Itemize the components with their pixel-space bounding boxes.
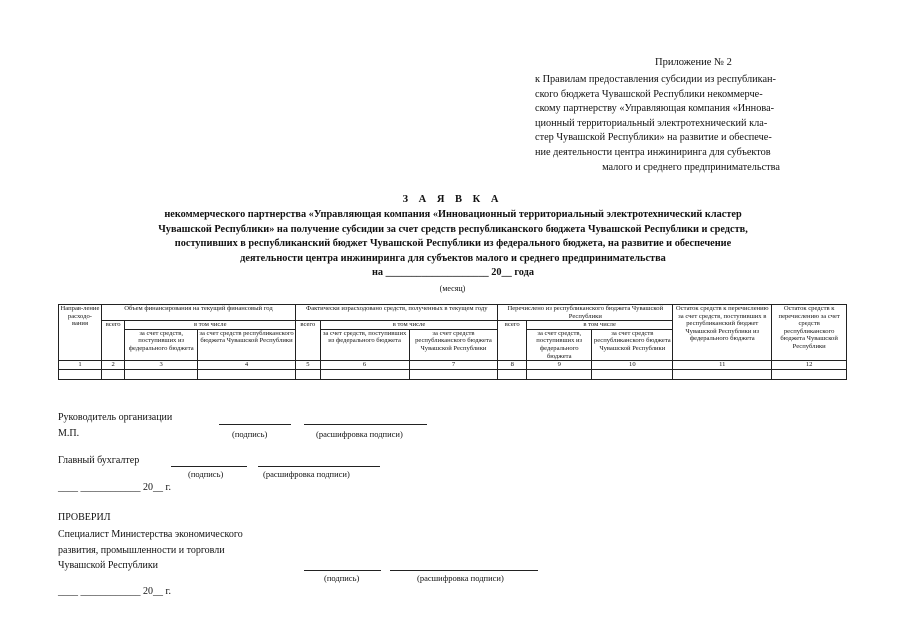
- document-title: З А Я В К А: [402, 194, 503, 205]
- appendix-line: ние деятельности центра инжиниринга для субъектов: [535, 146, 771, 158]
- col-header-total: всего: [296, 321, 321, 361]
- column-number: 7: [409, 361, 498, 370]
- appendix-line: ского бюджета Чувашской Республики некоммерче-: [535, 88, 763, 100]
- col-header-including: в том числе: [527, 321, 673, 330]
- column-number: 2: [101, 361, 125, 370]
- checker-signature-line: [304, 570, 381, 571]
- column-number: 3: [125, 361, 198, 370]
- col-group-spent: Фактически израсходовано средств, полученных в текущем году: [296, 305, 498, 321]
- col-header-republic: за счет средств республиканского бюджета Чувашской Республики: [409, 329, 498, 360]
- column-number: 1: [59, 361, 102, 370]
- col-group-transferred: Перечислено из республиканского бюджета Чувашской Республики: [498, 305, 673, 321]
- column-number: 12: [772, 361, 847, 370]
- col-header-republic: за счет средств республиканского бюджета Чувашской Республики: [197, 329, 295, 360]
- heading-line: поступивших в республиканский бюджет Чувашской Республики из федерального бюджета, на развитие и обеспечение: [174, 238, 732, 250]
- decode-note: (расшифровка подписи): [417, 573, 504, 583]
- decode-note: (расшифровка подписи): [316, 429, 403, 439]
- column-number: 8: [498, 361, 527, 370]
- col-header-including: в том числе: [125, 321, 296, 330]
- col-header-federal: за счет средств, поступивших из федерального бюджета: [320, 329, 409, 360]
- col-header-remaining-republic: Остаток средств к перечислению за счет средств республиканского бюджета Чувашской Республики: [772, 305, 847, 361]
- accountant-label: Главный бухгалтер: [58, 455, 140, 466]
- decode-note: (расшифровка подписи): [263, 469, 350, 479]
- head-decode-line: [304, 424, 427, 425]
- head-signature-line: [219, 424, 291, 425]
- appendix-line: скому партнерству «Управляющая компания «Иннова-: [535, 103, 775, 115]
- appendix-line: к Правилам предоставления субсидии из республикан-: [535, 74, 776, 85]
- signature-note: (подпись): [232, 429, 268, 439]
- appendix-line: малого и среднего предпринимательства: [602, 161, 780, 173]
- signature-note: (подпись): [188, 469, 224, 479]
- specialist-line: Специалист Министерства экономического: [58, 529, 243, 540]
- accountant-decode-line: [258, 466, 380, 467]
- col-header-including: в том числе: [320, 321, 498, 330]
- specialist-block: [58, 527, 243, 574]
- heading-line: Чувашской Республики» на получение субсидии за счет средств республиканского бюджета Чувашской Республики и средств,: [158, 223, 748, 235]
- stamp-label: М.П.: [58, 428, 80, 439]
- column-number: 9: [527, 361, 592, 370]
- specialist-line: развития, промышленности и торговли: [58, 544, 225, 556]
- date-line: ____ ____________ 20__ г.: [58, 482, 171, 493]
- column-number: 6: [320, 361, 409, 370]
- appendix-line: ционный территориальный электротехнический кла-: [535, 117, 768, 129]
- accountant-signature-line: [171, 466, 247, 467]
- col-group-financing: Объем финансирования на текущий финансовый год: [101, 305, 295, 321]
- appendix-text: [535, 73, 847, 175]
- financing-table: [58, 304, 847, 380]
- checked-label: ПРОВЕРИЛ: [58, 512, 111, 523]
- specialist-line: Чувашской Республики: [58, 560, 159, 571]
- checker-decode-line: [390, 570, 538, 571]
- date-line: ____ ____________ 20__ г.: [58, 586, 171, 597]
- month-note: (месяц): [439, 284, 466, 293]
- column-number: 10: [592, 361, 673, 370]
- head-label: Руководитель организации: [58, 412, 173, 423]
- col-header-republic: за счет средств республиканского бюджета Чувашской Республики: [592, 329, 673, 360]
- heading-line: деятельности центра инжиниринга для субъектов малого и среднего предпринимательства: [240, 252, 666, 264]
- col-header-remaining-federal: Остаток средств к перечислению за счет средств, поступивших в республиканский бюджет Чувашской Республики из федерального бюджета: [673, 305, 772, 361]
- col-header-direction: Направ-ление расходо-вания: [59, 305, 102, 361]
- col-header-total: всего: [101, 321, 125, 361]
- col-header-federal: за счет средств, поступивших из федерального бюджета: [125, 329, 198, 360]
- col-header-federal: за счет средств, поступивших из федерального бюджета: [527, 329, 592, 360]
- column-number: 4: [197, 361, 295, 370]
- table-row-empty: [59, 370, 847, 380]
- document-heading: [58, 208, 848, 281]
- heading-period-line: на ____________________ 20__ года: [372, 267, 534, 279]
- appendix-line: стер Чувашской Республики» на развитие и обеспече-: [535, 132, 772, 144]
- appendix-title: Приложение № 2: [655, 57, 732, 68]
- column-number: 5: [296, 361, 321, 370]
- col-header-total: всего: [498, 321, 527, 361]
- signature-note: (подпись): [324, 573, 360, 583]
- heading-line: некоммерческого партнерства «Управляющая компания «Инновационный территориальный электротехнический кластер: [164, 209, 742, 220]
- column-number: 11: [673, 361, 772, 370]
